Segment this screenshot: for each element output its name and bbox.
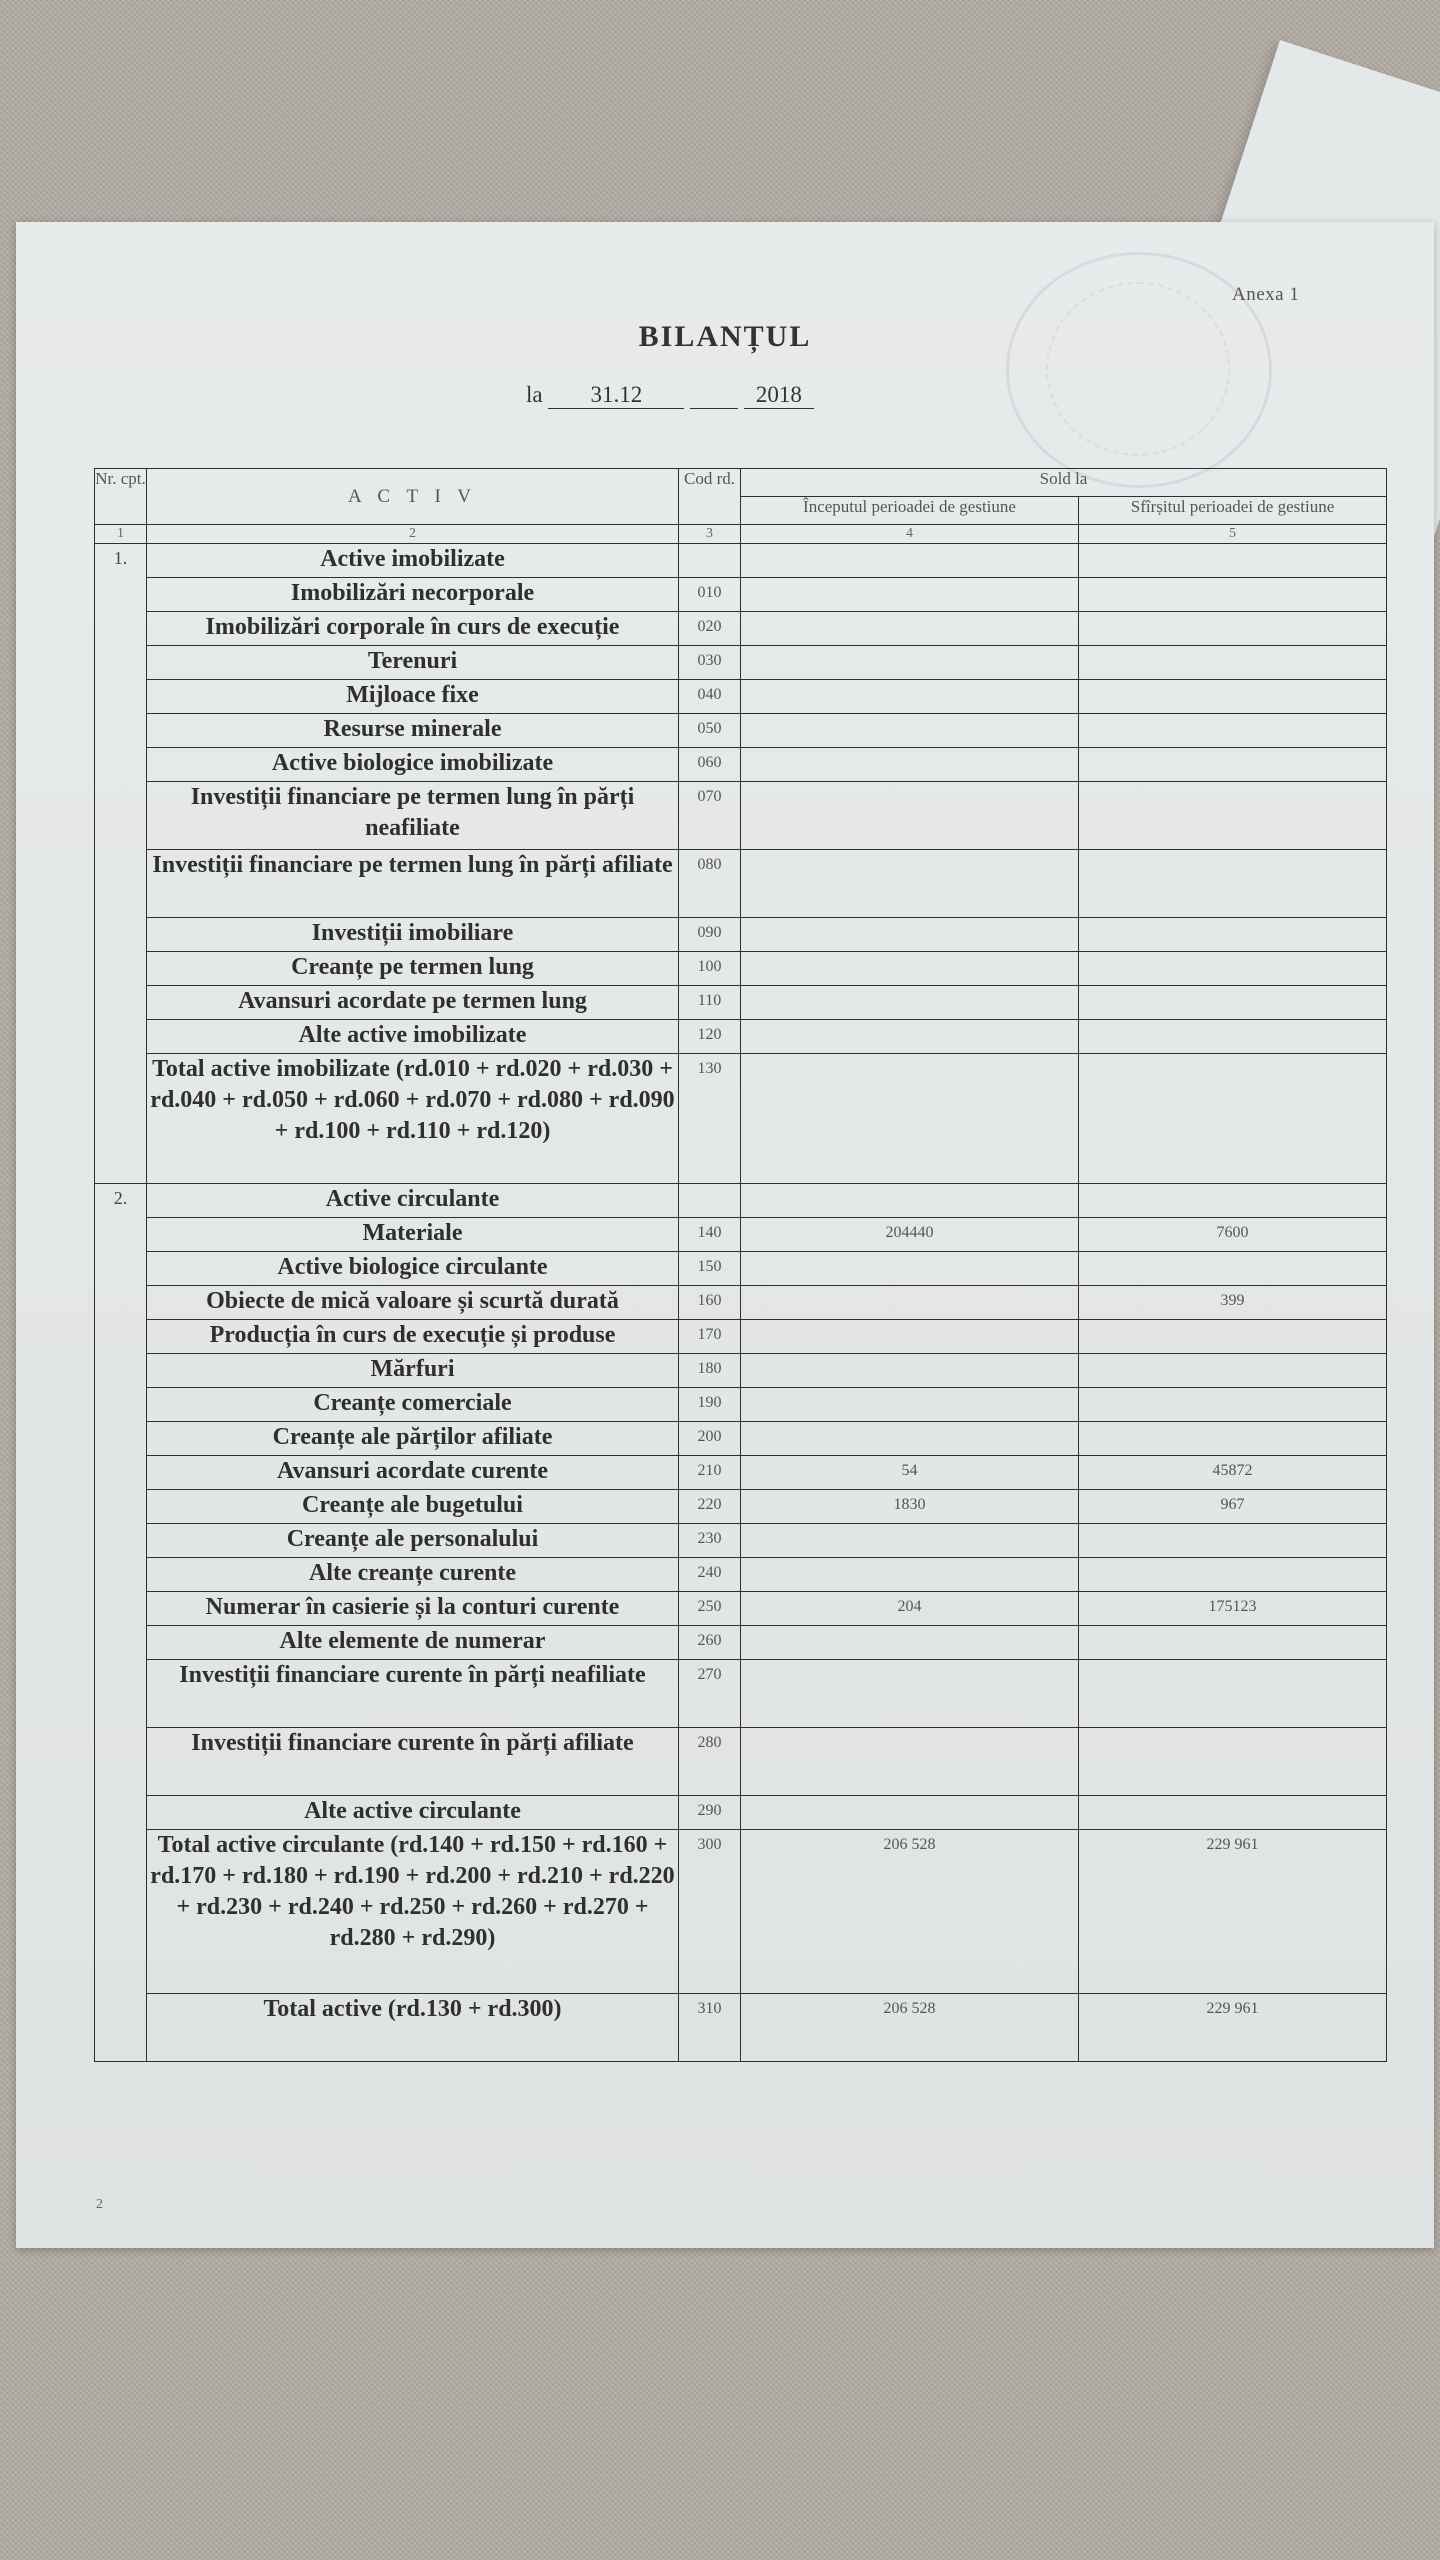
table-row (95, 544, 1387, 578)
row-start-value (741, 1524, 1079, 1558)
row-label: Mijloace fixe (147, 680, 679, 714)
table-row (95, 1354, 1387, 1388)
assets-table (94, 468, 1387, 2062)
row-section-number (95, 1218, 147, 1252)
row-section-number (95, 1830, 147, 1994)
row-label: Mărfuri (147, 1354, 679, 1388)
row-end-value: 229 961 (1079, 1830, 1387, 1994)
row-end-value (1079, 612, 1387, 646)
table-row (95, 646, 1387, 680)
row-label: Producția în curs de execuție și produse (147, 1320, 679, 1354)
date-prefix: la (526, 382, 543, 407)
row-label: Total active circulante (rd.140 + rd.150 + rd.160 + rd.170 + rd.180 + rd.190 + rd.200 + rd.210 + rd.220 + rd.230 + rd.240 + rd.250 + rd.260 + rd.270 + rd.280 + rd.290) (147, 1830, 679, 1994)
row-start-value (741, 1286, 1079, 1320)
row-code: 160 (679, 1286, 741, 1320)
annex-label: Anexa 1 (1232, 284, 1300, 305)
row-section-number (95, 986, 147, 1020)
row-section-number (95, 1388, 147, 1422)
row-start-value: 204 (741, 1592, 1079, 1626)
row-label: Creanțe ale părților afiliate (147, 1422, 679, 1456)
row-section-number (95, 612, 147, 646)
row-end-value (1079, 1558, 1387, 1592)
row-section-number (95, 1796, 147, 1830)
table-row (95, 1660, 1387, 1728)
table-row (95, 952, 1387, 986)
table-row (95, 1020, 1387, 1054)
row-section-number (95, 1626, 147, 1660)
row-label: Obiecte de mică valoare și scurtă durată (147, 1286, 679, 1320)
row-label: Alte creanțe curente (147, 1558, 679, 1592)
row-end-value: 967 (1079, 1490, 1387, 1524)
date-year: 2018 (744, 382, 814, 409)
date-day: 31.12 (548, 382, 684, 409)
row-end-value (1079, 1626, 1387, 1660)
row-start-value (741, 1626, 1079, 1660)
row-end-value (1079, 1054, 1387, 1184)
date-line (526, 382, 814, 409)
row-code: 090 (679, 918, 741, 952)
row-code: 130 (679, 1054, 741, 1184)
row-end-value (1079, 1252, 1387, 1286)
row-section-number (95, 1456, 147, 1490)
row-start-value (741, 1422, 1079, 1456)
row-start-value (741, 1388, 1079, 1422)
row-end-value: 399 (1079, 1286, 1387, 1320)
row-end-value (1079, 1660, 1387, 1728)
row-section-number (95, 1422, 147, 1456)
row-label: Imobilizări corporale în curs de execuție (147, 612, 679, 646)
row-label: Creanțe pe termen lung (147, 952, 679, 986)
table-row (95, 1728, 1387, 1796)
document-title: BILANȚUL (638, 320, 812, 353)
row-start-value (741, 1320, 1079, 1354)
column-number: 3 (679, 525, 741, 544)
row-section-number (95, 1660, 147, 1728)
row-code: 100 (679, 952, 741, 986)
table-row (95, 918, 1387, 952)
row-section-number (95, 714, 147, 748)
row-label: Total active imobilizate (rd.010 + rd.020 + rd.030 + rd.040 + rd.050 + rd.060 + rd.070 + rd.080 + rd.090 + rd.100 + rd.110 + rd.120) (147, 1054, 679, 1184)
row-end-value (1079, 1524, 1387, 1558)
row-start-value (741, 918, 1079, 952)
row-label: Creanțe ale personalului (147, 1524, 679, 1558)
faded-stamp-inner-ring (1046, 282, 1230, 456)
row-start-value (741, 1020, 1079, 1054)
row-code: 120 (679, 1020, 741, 1054)
row-start-value (741, 544, 1079, 578)
row-start-value: 1830 (741, 1490, 1079, 1524)
row-label: Creanțe ale bugetului (147, 1490, 679, 1524)
row-start-value (741, 1252, 1079, 1286)
page-mark: 2 (96, 2197, 103, 2212)
table-row (95, 612, 1387, 646)
row-code: 240 (679, 1558, 741, 1592)
row-code (679, 1184, 741, 1218)
row-start-value (741, 714, 1079, 748)
row-code: 060 (679, 748, 741, 782)
row-start-value: 206 528 (741, 1994, 1079, 2062)
row-section-number (95, 1020, 147, 1054)
header-inceput: Începutul perioadei de gestiune (741, 497, 1079, 525)
row-end-value (1079, 1320, 1387, 1354)
row-section-number (95, 1320, 147, 1354)
row-code: 030 (679, 646, 741, 680)
row-end-value (1079, 986, 1387, 1020)
column-number: 1 (95, 525, 147, 544)
row-section-number (95, 1054, 147, 1184)
row-label: Numerar în casierie și la conturi curente (147, 1592, 679, 1626)
balance-sheet-page (16, 222, 1434, 2248)
row-label: Alte active imobilizate (147, 1020, 679, 1054)
table-row (95, 1592, 1387, 1626)
row-code: 220 (679, 1490, 741, 1524)
date-gap (690, 382, 738, 409)
row-section-number (95, 1286, 147, 1320)
row-code: 230 (679, 1524, 741, 1558)
table-row (95, 1184, 1387, 1218)
row-code: 170 (679, 1320, 741, 1354)
table-row (95, 1320, 1387, 1354)
row-start-value (741, 1184, 1079, 1218)
row-label: Creanțe comerciale (147, 1388, 679, 1422)
row-section-number (95, 1524, 147, 1558)
row-label: Avansuri acordate pe termen lung (147, 986, 679, 1020)
table-row (95, 1626, 1387, 1660)
row-start-value (741, 680, 1079, 714)
row-label: Alte active circulante (147, 1796, 679, 1830)
table-row (95, 1524, 1387, 1558)
row-label: Alte elemente de numerar (147, 1626, 679, 1660)
row-section-number (95, 1490, 147, 1524)
header-activ: A C T I V (147, 469, 679, 525)
row-code: 200 (679, 1422, 741, 1456)
row-code: 260 (679, 1626, 741, 1660)
row-label: Investiții financiare pe termen lung în părți afiliate (147, 850, 679, 918)
table-row (95, 1252, 1387, 1286)
row-start-value (741, 578, 1079, 612)
row-end-value: 229 961 (1079, 1994, 1387, 2062)
header-sfirsit: Sfîrșitul perioadei de gestiune (1079, 497, 1387, 525)
table-row (95, 1830, 1387, 1994)
row-end-value (1079, 1354, 1387, 1388)
table-row (95, 714, 1387, 748)
row-label: Total active (rd.130 + rd.300) (147, 1994, 679, 2062)
row-end-value (1079, 1728, 1387, 1796)
row-code: 040 (679, 680, 741, 714)
row-label: Active biologice imobilizate (147, 748, 679, 782)
row-code: 070 (679, 782, 741, 850)
header-sold: Sold la (741, 469, 1387, 497)
row-start-value: 204440 (741, 1218, 1079, 1252)
header-nr: Nr. cpt. (95, 469, 147, 525)
row-end-value (1079, 544, 1387, 578)
row-section-number (95, 1994, 147, 2062)
table-row (95, 1218, 1387, 1252)
row-section-number (95, 952, 147, 986)
row-end-value (1079, 918, 1387, 952)
row-start-value (741, 1728, 1079, 1796)
table-row (95, 850, 1387, 918)
row-section-number (95, 1728, 147, 1796)
row-code: 250 (679, 1592, 741, 1626)
row-section-number (95, 578, 147, 612)
row-label: Investiții financiare curente în părți afiliate (147, 1728, 679, 1796)
row-end-value (1079, 680, 1387, 714)
row-code: 010 (679, 578, 741, 612)
table-row (95, 1388, 1387, 1422)
row-end-value (1079, 1388, 1387, 1422)
row-code: 050 (679, 714, 741, 748)
table-row (95, 578, 1387, 612)
row-label: Investiții financiare curente în părți neafiliate (147, 1660, 679, 1728)
table-row (95, 1456, 1387, 1490)
row-end-value (1079, 850, 1387, 918)
row-label: Active circulante (147, 1184, 679, 1218)
row-start-value (741, 1558, 1079, 1592)
row-end-value: 7600 (1079, 1218, 1387, 1252)
row-code (679, 544, 741, 578)
row-label: Resurse minerale (147, 714, 679, 748)
table-row (95, 1490, 1387, 1524)
row-code: 190 (679, 1388, 741, 1422)
row-code: 270 (679, 1660, 741, 1728)
row-end-value (1079, 782, 1387, 850)
row-start-value: 206 528 (741, 1830, 1079, 1994)
row-section-number (95, 748, 147, 782)
row-start-value (741, 952, 1079, 986)
row-end-value (1079, 1422, 1387, 1456)
row-code: 080 (679, 850, 741, 918)
header-cod: Cod rd. (679, 469, 741, 525)
row-label: Investiții imobiliare (147, 918, 679, 952)
row-end-value (1079, 714, 1387, 748)
row-code: 280 (679, 1728, 741, 1796)
row-label: Active imobilizate (147, 544, 679, 578)
row-label: Imobilizări necorporale (147, 578, 679, 612)
row-start-value (741, 748, 1079, 782)
row-code: 110 (679, 986, 741, 1020)
column-number: 5 (1079, 525, 1387, 544)
row-end-value (1079, 646, 1387, 680)
row-start-value (741, 782, 1079, 850)
column-number: 2 (147, 525, 679, 544)
row-end-value (1079, 952, 1387, 986)
row-code: 210 (679, 1456, 741, 1490)
row-code: 300 (679, 1830, 741, 1994)
row-start-value (741, 1354, 1079, 1388)
row-section-number (95, 680, 147, 714)
table-row (95, 1286, 1387, 1320)
table-row (95, 1796, 1387, 1830)
row-label: Avansuri acordate curente (147, 1456, 679, 1490)
row-start-value (741, 1796, 1079, 1830)
row-start-value (741, 986, 1079, 1020)
row-code: 290 (679, 1796, 741, 1830)
table-row (95, 1422, 1387, 1456)
row-section-number (95, 850, 147, 918)
row-label: Materiale (147, 1218, 679, 1252)
row-code: 020 (679, 612, 741, 646)
row-section-number (95, 1354, 147, 1388)
row-start-value: 54 (741, 1456, 1079, 1490)
row-start-value (741, 850, 1079, 918)
row-section-number (95, 1592, 147, 1626)
row-label: Active biologice circulante (147, 1252, 679, 1286)
row-end-value (1079, 1020, 1387, 1054)
row-code: 150 (679, 1252, 741, 1286)
row-code: 310 (679, 1994, 741, 2062)
column-number: 4 (741, 525, 1079, 544)
row-end-value: 45872 (1079, 1456, 1387, 1490)
table-row (95, 986, 1387, 1020)
row-end-value (1079, 1796, 1387, 1830)
row-start-value (741, 1660, 1079, 1728)
row-start-value (741, 646, 1079, 680)
row-section-number (95, 918, 147, 952)
row-end-value: 175123 (1079, 1592, 1387, 1626)
row-section-number (95, 782, 147, 850)
row-end-value (1079, 748, 1387, 782)
row-section-number (95, 1558, 147, 1592)
table-row (95, 782, 1387, 850)
row-section-number (95, 1252, 147, 1286)
table-row (95, 748, 1387, 782)
table-row (95, 680, 1387, 714)
row-label: Investiții financiare pe termen lung în părți neafiliate (147, 782, 679, 850)
table-row (95, 1994, 1387, 2062)
row-section-number (95, 646, 147, 680)
row-start-value (741, 612, 1079, 646)
row-end-value (1079, 1184, 1387, 1218)
row-end-value (1079, 578, 1387, 612)
row-section-number: 2. (95, 1184, 147, 1218)
row-code: 140 (679, 1218, 741, 1252)
row-code: 180 (679, 1354, 741, 1388)
row-start-value (741, 1054, 1079, 1184)
table-row (95, 1054, 1387, 1184)
table-row (95, 1558, 1387, 1592)
row-section-number: 1. (95, 544, 147, 578)
row-label: Terenuri (147, 646, 679, 680)
